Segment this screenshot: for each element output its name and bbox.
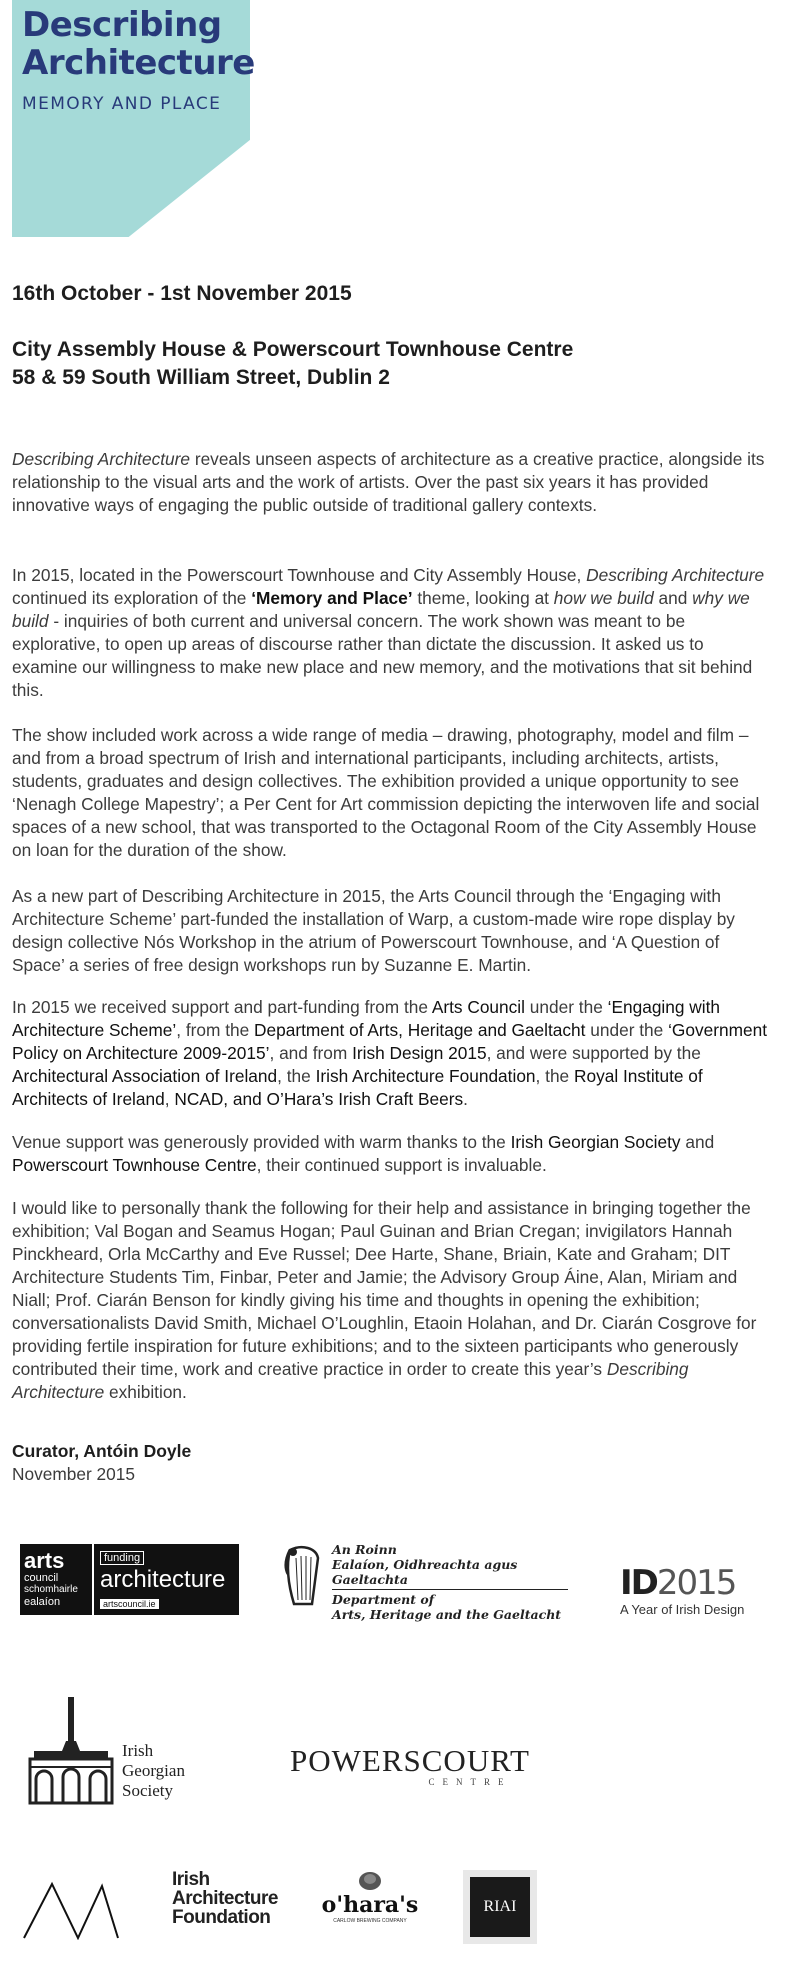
text-span: - inquiries of both current and universal concern. The work shown was meant to be explorative, to open up areas of discourse rather than dictate the discussion. It asked us to examine our willingness to make new place and new memory, and the motivations that sit behind this.	[12, 611, 753, 700]
arts-council-url: artscouncil.ie	[100, 1599, 159, 1609]
id2015-mark	[620, 1563, 760, 1603]
sponsor-name: ‘Government Policy on Architecture 2009-2015’	[12, 1020, 768, 1063]
italic-title: Describing Architecture	[586, 565, 765, 585]
iaf-line: Irish	[172, 1869, 210, 1890]
department-line: An Roinn	[332, 1542, 397, 1557]
text-span: In 2015, located in the Powerscourt Townhouse and City Assembly House,	[12, 565, 587, 585]
logo-line-2: Architecture	[22, 43, 255, 83]
sponsor-name: Department of Arts, Heritage and Gaeltacht	[254, 1020, 586, 1040]
venue-line-1: City Assembly House & Powerscourt Townhouse Centre	[12, 338, 574, 361]
theme-name: ‘Memory and Place’	[251, 588, 413, 608]
riai-logo	[463, 1870, 537, 1944]
department-logo	[282, 1542, 572, 1622]
oharas-logo	[320, 1870, 420, 1942]
architecture-label: architecture	[100, 1566, 226, 1593]
id2015-tagline: A Year of Irish Design	[620, 1602, 745, 1617]
arts-council-word: arts	[24, 1548, 65, 1573]
text-span: under the	[524, 997, 608, 1017]
arts-council-logo	[20, 1544, 239, 1615]
signature-date: November 2015	[12, 1464, 135, 1484]
arts-council-word: ealaíon	[24, 1596, 61, 1608]
text-span: , the	[535, 1066, 574, 1086]
funding-label: funding	[100, 1551, 144, 1565]
venue-line-2: 58 & 59 South William Street, Dublin 2	[12, 366, 390, 389]
italic-title: Describing Architecture	[12, 449, 191, 469]
sponsor-name: Powerscourt Townhouse Centre	[12, 1155, 257, 1175]
logo-title	[22, 6, 255, 82]
funding-architecture-mark	[94, 1544, 239, 1615]
irish-architecture-foundation-logo	[172, 1870, 292, 1934]
department-text	[332, 1542, 572, 1622]
paragraph-theme	[12, 564, 772, 702]
georgian-building-icon	[28, 1697, 114, 1805]
arts-council-mark	[20, 1544, 92, 1615]
georgian-line: Georgian	[122, 1761, 185, 1780]
powerscourt-logo	[288, 1745, 532, 1795]
oharas-sub: CARLOW BREWING COMPANY	[333, 1918, 407, 1924]
nos-workshop-logo	[22, 1880, 122, 1940]
sponsor-name: ‘Engaging with Architecture Scheme’	[12, 997, 721, 1040]
id2015-id: ID	[620, 1563, 657, 1603]
event-venue	[12, 336, 573, 392]
nos-mark-icon	[22, 1880, 122, 1940]
text-span: I would like to personally thank the following for their help and assistance in bringing together the exhibition; Val Bogan and Seamus Hogan; Paul Guinan and Brian Cregan; invigilators Hannah Pinckheard, Orla McCarthy and Eve Russel; Dee Harte, Shane, Briain, Kate and Graham; DIT Architecture Students Tim, Finbar, Peter and Jamie; the Advisory Group Áine, Alan, Miriam and Niall; Prof. Ciarán Benson for kindly giving his time and thoughts in opening the exhibition; conversationalists David Smith, Michael O’Loughlin, Etaoin Holahan, and Dr. Ciarán Cosgrove for providing fertile inspiration for future exhibitions; and to the sixteen participants who generously contributed their time, work and creative practice in order to create this year’s	[12, 1198, 757, 1379]
powerscourt-wordmark: POWERSCOURT	[290, 1743, 530, 1778]
id2015-year: 2015	[656, 1563, 736, 1603]
department-line: Arts, Heritage and the Gaeltacht	[332, 1607, 562, 1622]
logo-line-1: Describing	[22, 5, 222, 45]
oharas-wordmark: o'hara's	[321, 1892, 419, 1918]
text-span: , the	[277, 1066, 316, 1086]
arts-council-word: council	[24, 1572, 59, 1584]
sponsor-name: Irish Design 2015	[352, 1043, 487, 1063]
sponsor-name: Arts Council	[431, 997, 525, 1017]
irish-georgian-society-logo	[28, 1697, 198, 1807]
text-span: .	[463, 1089, 468, 1109]
georgian-line: Irish	[122, 1741, 154, 1760]
irish-design-2015-logo	[620, 1563, 760, 1617]
text-span: , and from	[269, 1043, 353, 1063]
text-span: reveals unseen aspects of architecture as a creative practice, alongside its relationship to the visual arts and the work of artists. Over the past six years it has provided innovative ways of engaging the public outside of traditional gallery contexts.	[12, 449, 765, 515]
italic-title: Describing Architecture	[12, 1359, 689, 1402]
text-span: , their continued support is invaluable.	[256, 1155, 547, 1175]
text-span: , and were supported by the	[486, 1043, 701, 1063]
oharas-emblem-icon	[355, 1870, 385, 1892]
powerscourt-sub: CENTRE	[428, 1777, 512, 1787]
sponsor-name: Architectural Association of Ireland	[12, 1066, 278, 1086]
text-span: ,	[164, 1089, 175, 1109]
arts-council-word: schomhairle	[24, 1584, 78, 1595]
text-span: and	[680, 1132, 715, 1152]
harp-icon	[282, 1544, 322, 1608]
curator-name: Curator, Antóin Doyle	[12, 1441, 192, 1461]
paragraph-thanks	[12, 1197, 772, 1404]
text-span: In 2015 we received support and part-funding from the	[12, 997, 432, 1017]
riai-wordmark: RIAI	[470, 1877, 530, 1937]
paragraph-venue-support	[12, 1131, 772, 1177]
italic-phrase: how we build	[553, 588, 654, 608]
text-span: and	[653, 588, 693, 608]
sponsor-name: NCAD, and O’Hara’s Irish Craft Beers	[174, 1089, 464, 1109]
georgian-text	[122, 1741, 185, 1801]
paragraph-support	[12, 996, 772, 1111]
department-line: Ealaíon, Oidhreachta agus Gaeltachta	[332, 1557, 518, 1587]
text-span: exhibition.	[104, 1382, 187, 1402]
text-span: , from the	[176, 1020, 255, 1040]
text-span: Venue support was generously provided with warm thanks to the	[12, 1132, 511, 1152]
department-line: Department of	[332, 1592, 435, 1607]
text-span: under the	[585, 1020, 669, 1040]
logo-subtitle: MEMORY AND PLACE	[22, 94, 222, 114]
sponsor-name: Royal Institute of Architects of Ireland	[12, 1066, 703, 1109]
paragraph-intro	[12, 448, 772, 517]
paragraph-show: The show included work across a wide range of media – drawing, photography, model and film – and from a broad spectrum of Irish and international participants, including architects, artists, students, graduates and design collectives. The exhibition provided a unique opportunity to see ‘Nenagh College Mapestry’; a Per Cent for Art commission depicting the interwoven life and social spaces of a new school, that was transported to the Octagonal Room of the City Assembly House on loan for the duration of the show.	[12, 725, 760, 860]
text-span: continued its exploration of the	[12, 588, 252, 608]
paragraph-new-part: As a new part of Describing Architecture in 2015, the Arts Council through the ‘Engaging with Architecture Scheme’ part-funded the installation of Warp, a custom-made wire rope display by design collective Nós Workshop in the atrium of Powerscourt Townhouse, and ‘A Question of Space’ a series of free design workshops run by Suzanne E. Martin.	[12, 886, 735, 975]
sponsor-name: Irish Architecture Foundation	[315, 1066, 536, 1086]
department-divider	[332, 1589, 568, 1590]
iaf-line: Foundation	[172, 1907, 271, 1928]
sponsor-name: Irish Georgian Society	[510, 1132, 681, 1152]
iaf-line: Architecture	[172, 1888, 278, 1909]
italic-phrase: why we build	[12, 588, 750, 631]
text-span: theme, looking at	[412, 588, 554, 608]
georgian-line: Society	[122, 1781, 173, 1800]
event-dates: 16th October - 1st November 2015	[12, 282, 352, 305]
